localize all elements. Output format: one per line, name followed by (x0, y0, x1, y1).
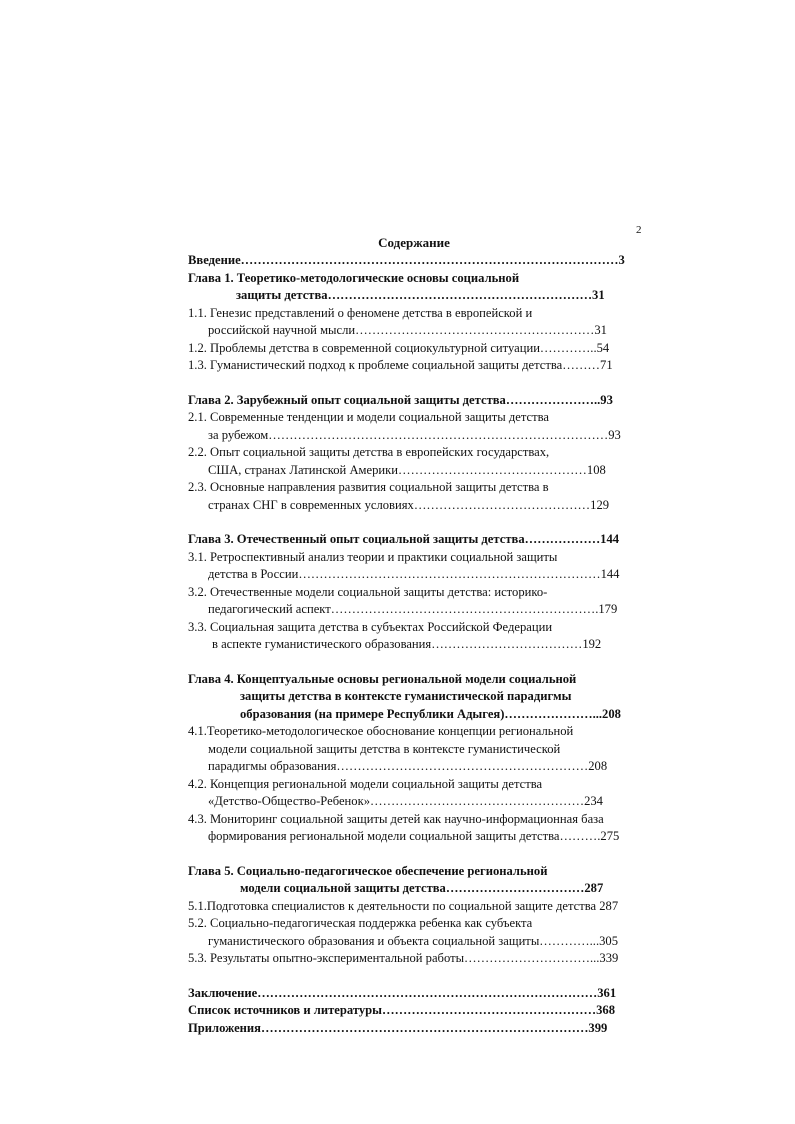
toc-entry-5-2-cont: гуманистического образования и объекта социальной защиты…………...305 (208, 933, 618, 948)
toc-chapter-4-title-cont: защиты детства в контексте гуманистической парадигмы (240, 689, 572, 703)
toc-entry-3-2-cont: педагогический аспект……………………………………………………….179 (208, 602, 618, 616)
toc-entry-3-1: 3.1. Ретроспективный анализ теории и практики социальной защиты (188, 549, 558, 564)
toc-entry-5-2: 5.2. Социально-педагогическая поддержка ребенка как субъекта (188, 916, 533, 930)
toc-entry-4-1-cont: модели социальной защиты детства в контексте гуманистической (208, 741, 561, 756)
toc-entry-2-1-cont: за рубежом………………………………………………………………………93 (208, 427, 621, 442)
toc-entry-2-2-cont: США, странах Латинской Америки………………………………………108 (208, 462, 606, 477)
toc-chapter-2-title: Глава 2. Зарубежный опыт социальной защиты детства…………………..93 (188, 392, 613, 407)
toc-entry-5-3: 5.3. Результаты опытно-экспериментальной работы…………………………...339 (188, 951, 619, 965)
toc-gap (188, 514, 640, 531)
toc-gap (188, 375, 640, 392)
toc-entry-introduction: Введение………………………………………………………………………………3 (188, 253, 625, 267)
toc-entry-4-1-cont-2: парадигмы образования……………………………………………………208 (208, 759, 608, 773)
toc-gap (188, 968, 640, 985)
toc-entry-conclusion: Заключение………………………………………………………………………361 (188, 985, 617, 1000)
toc-entry-references: Список источников и литературы……………………………………………368 (188, 1003, 615, 1017)
toc-entry-1-2: 1.2. Проблемы детства в современной социокультурной ситуации…………..54 (188, 340, 610, 355)
toc-chapter-5-title: Глава 5. Социально-педагогическое обеспечение региональной (188, 863, 548, 878)
toc-entry-2-3-cont: странах СНГ в современных условиях……………………………………129 (208, 497, 610, 512)
toc-entry-2-1: 2.1. Современные тенденции и модели социальной защиты детства (188, 410, 549, 424)
toc-entry-1-3: 1.3. Гуманистический подход к проблеме социальной защиты детства………71 (188, 358, 613, 372)
toc-entry-4-3: 4.3. Мониторинг социальной защиты детей как научно-информационная база (188, 811, 604, 826)
toc-entry-4-1: 4.1.Теоретико-методологическое обоснование концепции региональной (188, 724, 574, 738)
toc-gap (188, 846, 640, 863)
toc-entry-4-2-cont: «Детство-Общество-Ребенок»……………………………………………234 (208, 794, 603, 808)
toc-entry-3-3: 3.3. Социальная защита детства в субъектах Российской Федерации (188, 619, 553, 634)
toc-chapter-1-title: Глава 1. Теоретико-методологические основы социальной (188, 270, 520, 285)
toc-chapter-5-title-cont: модели социальной защиты детства……………………………287 (240, 881, 604, 895)
toc-chapter-3-title: Глава 3. Отечественный опыт социальной защиты детства………………144 (188, 532, 620, 546)
toc-entry-2-2: 2.2. Опыт социальной защиты детства в европейских государствах, (188, 445, 550, 459)
toc-entry-1-1-cont: российской научной мысли…………………………………………………31 (208, 323, 607, 337)
toc-entry-3-3-cont: в аспекте гуманистического образования………………………………192 (212, 637, 602, 651)
toc-entry-4-3-cont: формирования региональной модели социальной защиты детства……….275 (208, 829, 620, 843)
toc-entry-1-1: 1.1. Генезис представлений о феномене детства в европейской и (188, 305, 533, 320)
toc-title: Содержание (378, 235, 450, 250)
table-of-contents (188, 252, 640, 1037)
toc-entry-5-1: 5.1.Подготовка специалистов к деятельности по социальной защите детства 287 (188, 898, 619, 913)
toc-entry-3-1-cont: детства в России………………………………………………………………144 (208, 567, 620, 581)
toc-gap (188, 654, 640, 671)
toc-entry-4-2: 4.2. Концепция региональной модели социальной защиты детства (188, 776, 543, 791)
toc-chapter-4-title: Глава 4. Концептуальные основы региональной модели социальной (188, 671, 577, 686)
toc-entry-2-3: 2.3. Основные направления развития социальной защиты детства в (188, 480, 549, 494)
toc-entry-3-2: 3.2. Отечественные модели социальной защиты детства: историко- (188, 584, 548, 599)
toc-chapter-1-title-cont: защиты детства………………………………………………………31 (236, 288, 605, 302)
page-number: 2 (636, 224, 642, 236)
toc-entry-appendices: Приложения……………………………………………………………………399 (188, 1020, 608, 1035)
toc-chapter-4-title-cont-2: образования (на примере Республики Адыгея)…………………...208 (240, 706, 621, 721)
